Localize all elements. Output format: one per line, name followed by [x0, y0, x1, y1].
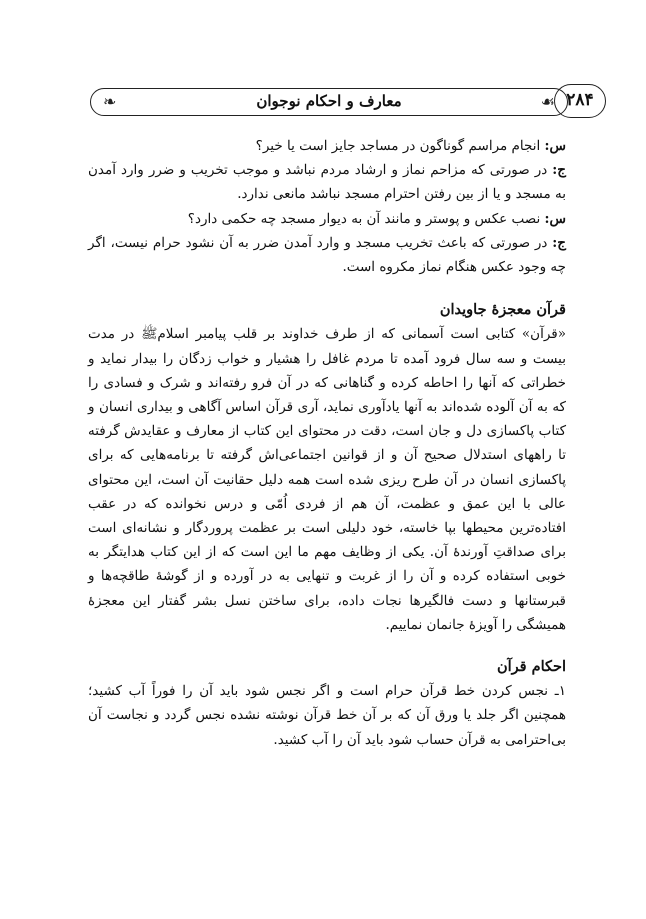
page-content: [88, 134, 566, 752]
section-body: ۱ـ نجس کردن خط قرآن حرام است و اگر نجس شود باید آن را فوراً آب کشید؛ همچنین اگر جلد یا ورق آن که بر آن خط قرآن نوشته نشده نجس گردد و نجاست آن بی‌احترامی به قرآن حساب شود باید آن را آب کشید.: [88, 683, 566, 748]
question-label: س:: [544, 210, 566, 227]
section-heading: احکام قرآن: [496, 658, 566, 676]
answer-label: ج:: [552, 162, 566, 179]
qa-item: [88, 207, 566, 231]
question-label: س:: [544, 138, 566, 154]
answer-text: در صورتی که باعث تخریب مسجد و وارد آمدن ضرر به آن نشود حرام نیست، اگر چه وجود عکس هنگام نماز مکروه است.: [88, 234, 566, 276]
section-body: «قرآن» کتابی است آسمانی که از طرف خداوند بر قلب پیامبر اسلامﷺ در مدت بیست و سه سال فرود آمده تا مردم غافل را هشیار و خواب زدگان را بیدار نماید و خطراتی که آنها را احاطه کرده و گناهانی که در آن فرو رفته‌اند و شرک و فسادی را که به آن آلوده شده‌اند به آنها یادآوری نماید، آری قرآن اساس آگاهی و بیداری انسان و کتاب پاکسازی دل و جان است، دقت در محتوای این کتاب از معارف و عقایدش گرفته تا راههای استدلال صحیح آن و از قوانین اجتماعی‌اش گرفته تا برنامه‌هایی که برای پاکسازی انسان در آن طرح ریزی شده است همه دلیل حقانیت آن است، این محتوای عالی با این عمق و عظمت، آن هم از فردی اُمّی و درس نخوانده که در عقب افتاده‌ترین محیطها بپا خاسته، خود دلیلی است بر عظمت پروردگار و نشانه‌ای است برای صداقتِ آورندهٔ آن. یکی از وظایف مهم ما این است که از این کتاب هدایتگر به خوبی استفاده کرده و آن را از غربت و تنهایی به در آورده و از گوشهٔ طاقچه‌ها و قبرستانها و دست فالگیرها نجات داده، برای ساختن نسل بشر گفتار این معجزهٔ همیشگی را آویزهٔ جانمان نماییم.: [88, 326, 566, 633]
qa-item: [88, 231, 566, 279]
ornament-left-icon: ❧: [103, 92, 117, 111]
section-heading: قرآن معجزهٔ جاویدان: [439, 301, 566, 319]
answer-text: در صورتی که مزاحم نماز و ارشاد مردم نباشد و موجب تخریب و ضرر وارد آمدن به مسجد و یا از بین رفتن احترام مسجد نباشد مانعی ندارد.: [88, 162, 566, 203]
page-number: ۲۸۴: [554, 84, 606, 118]
question-text: نصب عکس و پوستر و مانند آن به دیوار مسجد چه حکمی دارد؟: [187, 210, 545, 227]
ornament-right-icon: ☙: [540, 92, 555, 111]
question-text: انجام مراسم گوناگون در مساجد جایز است یا خیر؟: [255, 138, 545, 154]
running-header: [90, 88, 568, 116]
qa-item: [88, 158, 566, 206]
book-title: معارف و احکام نوجوان: [256, 92, 402, 110]
qa-item: [88, 134, 566, 158]
answer-label: ج:: [552, 234, 566, 251]
